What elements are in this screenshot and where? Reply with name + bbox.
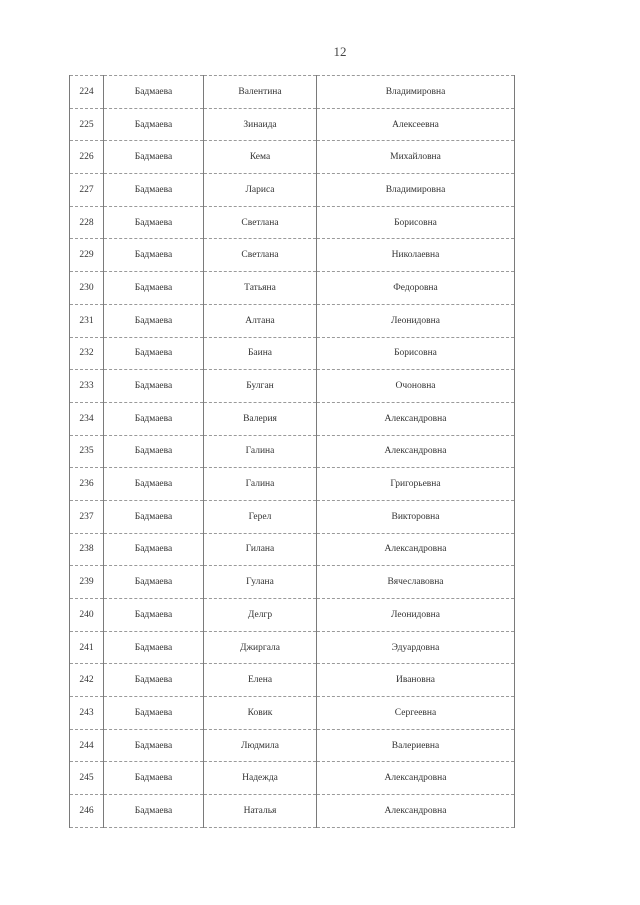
last-name-cell: Бадмаева <box>104 697 204 730</box>
last-name-cell: Бадмаева <box>104 468 204 501</box>
last-name-cell: Бадмаева <box>104 762 204 795</box>
row-number-cell: 242 <box>70 664 104 697</box>
last-name-cell: Бадмаева <box>104 337 204 370</box>
patronymic-cell: Леонидовна <box>317 304 515 337</box>
table-row <box>70 174 515 207</box>
patronymic-cell: Сергеевна <box>317 697 515 730</box>
patronymic-cell: Борисовна <box>317 337 515 370</box>
last-name-cell: Бадмаева <box>104 370 204 403</box>
row-number-cell: 234 <box>70 402 104 435</box>
patronymic-cell: Очоновна <box>317 370 515 403</box>
first-name-cell: Валерия <box>204 402 317 435</box>
patronymic-cell: Федоровна <box>317 272 515 305</box>
last-name-cell: Бадмаева <box>104 729 204 762</box>
first-name-cell: Ковик <box>204 697 317 730</box>
patronymic-cell: Валериевна <box>317 729 515 762</box>
row-number-cell: 232 <box>70 337 104 370</box>
first-name-cell: Герел <box>204 500 317 533</box>
row-number-cell: 240 <box>70 599 104 632</box>
first-name-cell: Булган <box>204 370 317 403</box>
patronymic-cell: Александровна <box>317 402 515 435</box>
patronymic-cell: Николаевна <box>317 239 515 272</box>
row-number-cell: 239 <box>70 566 104 599</box>
first-name-cell: Галина <box>204 435 317 468</box>
row-number-cell: 229 <box>70 239 104 272</box>
table-row <box>70 500 515 533</box>
table-row <box>70 337 515 370</box>
first-name-cell: Наталья <box>204 795 317 828</box>
last-name-cell: Бадмаева <box>104 435 204 468</box>
patronymic-cell: Александровна <box>317 435 515 468</box>
last-name-cell: Бадмаева <box>104 174 204 207</box>
first-name-cell: Делгр <box>204 599 317 632</box>
last-name-cell: Бадмаева <box>104 239 204 272</box>
patronymic-cell: Александровна <box>317 795 515 828</box>
first-name-cell: Кема <box>204 141 317 174</box>
patronymic-cell: Александровна <box>317 762 515 795</box>
table-row <box>70 206 515 239</box>
row-number-cell: 233 <box>70 370 104 403</box>
patronymic-cell: Викторовна <box>317 500 515 533</box>
table-row <box>70 141 515 174</box>
last-name-cell: Бадмаева <box>104 108 204 141</box>
first-name-cell: Джиргала <box>204 631 317 664</box>
table-row <box>70 762 515 795</box>
last-name-cell: Бадмаева <box>104 304 204 337</box>
table-row <box>70 370 515 403</box>
patronymic-cell: Алексеевна <box>317 108 515 141</box>
table-row <box>70 468 515 501</box>
patronymic-cell: Вячеславовна <box>317 566 515 599</box>
row-number-cell: 227 <box>70 174 104 207</box>
last-name-cell: Бадмаева <box>104 599 204 632</box>
last-name-cell: Бадмаева <box>104 566 204 599</box>
first-name-cell: Галина <box>204 468 317 501</box>
table-row <box>70 435 515 468</box>
last-name-cell: Бадмаева <box>104 500 204 533</box>
patronymic-cell: Григорьевна <box>317 468 515 501</box>
table-row <box>70 239 515 272</box>
patronymic-cell: Владимировна <box>317 76 515 109</box>
table-body <box>70 76 515 828</box>
table-row <box>70 108 515 141</box>
patronymic-cell: Леонидовна <box>317 599 515 632</box>
first-name-cell: Алтана <box>204 304 317 337</box>
first-name-cell: Надежда <box>204 762 317 795</box>
first-name-cell: Елена <box>204 664 317 697</box>
patronymic-cell: Борисовна <box>317 206 515 239</box>
first-name-cell: Лариса <box>204 174 317 207</box>
last-name-cell: Бадмаева <box>104 795 204 828</box>
row-number-cell: 225 <box>70 108 104 141</box>
table-row <box>70 304 515 337</box>
row-number-cell: 236 <box>70 468 104 501</box>
first-name-cell: Людмила <box>204 729 317 762</box>
first-name-cell: Татьяна <box>204 272 317 305</box>
row-number-cell: 241 <box>70 631 104 664</box>
last-name-cell: Бадмаева <box>104 533 204 566</box>
row-number-cell: 228 <box>70 206 104 239</box>
table-row <box>70 272 515 305</box>
table-row <box>70 631 515 664</box>
table-row <box>70 533 515 566</box>
last-name-cell: Бадмаева <box>104 141 204 174</box>
first-name-cell: Гулана <box>204 566 317 599</box>
patronymic-cell: Владимировна <box>317 174 515 207</box>
table-row <box>70 566 515 599</box>
patronymic-cell: Ивановна <box>317 664 515 697</box>
first-name-cell: Светлана <box>204 206 317 239</box>
table-row <box>70 599 515 632</box>
first-name-cell: Светлана <box>204 239 317 272</box>
row-number-cell: 235 <box>70 435 104 468</box>
last-name-cell: Бадмаева <box>104 76 204 109</box>
row-number-cell: 246 <box>70 795 104 828</box>
row-number-cell: 224 <box>70 76 104 109</box>
last-name-cell: Бадмаева <box>104 664 204 697</box>
row-number-cell: 244 <box>70 729 104 762</box>
row-number-cell: 231 <box>70 304 104 337</box>
table-row <box>70 729 515 762</box>
row-number-cell: 238 <box>70 533 104 566</box>
page-number: 12 <box>333 44 347 59</box>
table-row <box>70 76 515 109</box>
last-name-cell: Бадмаева <box>104 206 204 239</box>
table-row <box>70 795 515 828</box>
first-name-cell: Гилана <box>204 533 317 566</box>
last-name-cell: Бадмаева <box>104 631 204 664</box>
row-number-cell: 237 <box>70 500 104 533</box>
row-number-cell: 230 <box>70 272 104 305</box>
row-number-cell: 243 <box>70 697 104 730</box>
table-row <box>70 402 515 435</box>
row-number-cell: 226 <box>70 141 104 174</box>
table-row <box>70 664 515 697</box>
table-row <box>70 697 515 730</box>
first-name-cell: Валентина <box>204 76 317 109</box>
row-number-cell: 245 <box>70 762 104 795</box>
patronymic-cell: Михайловна <box>317 141 515 174</box>
last-name-cell: Бадмаева <box>104 272 204 305</box>
first-name-cell: Баина <box>204 337 317 370</box>
names-table <box>69 75 515 828</box>
last-name-cell: Бадмаева <box>104 402 204 435</box>
patronymic-cell: Эдуардовна <box>317 631 515 664</box>
patronymic-cell: Александровна <box>317 533 515 566</box>
first-name-cell: Зинаида <box>204 108 317 141</box>
